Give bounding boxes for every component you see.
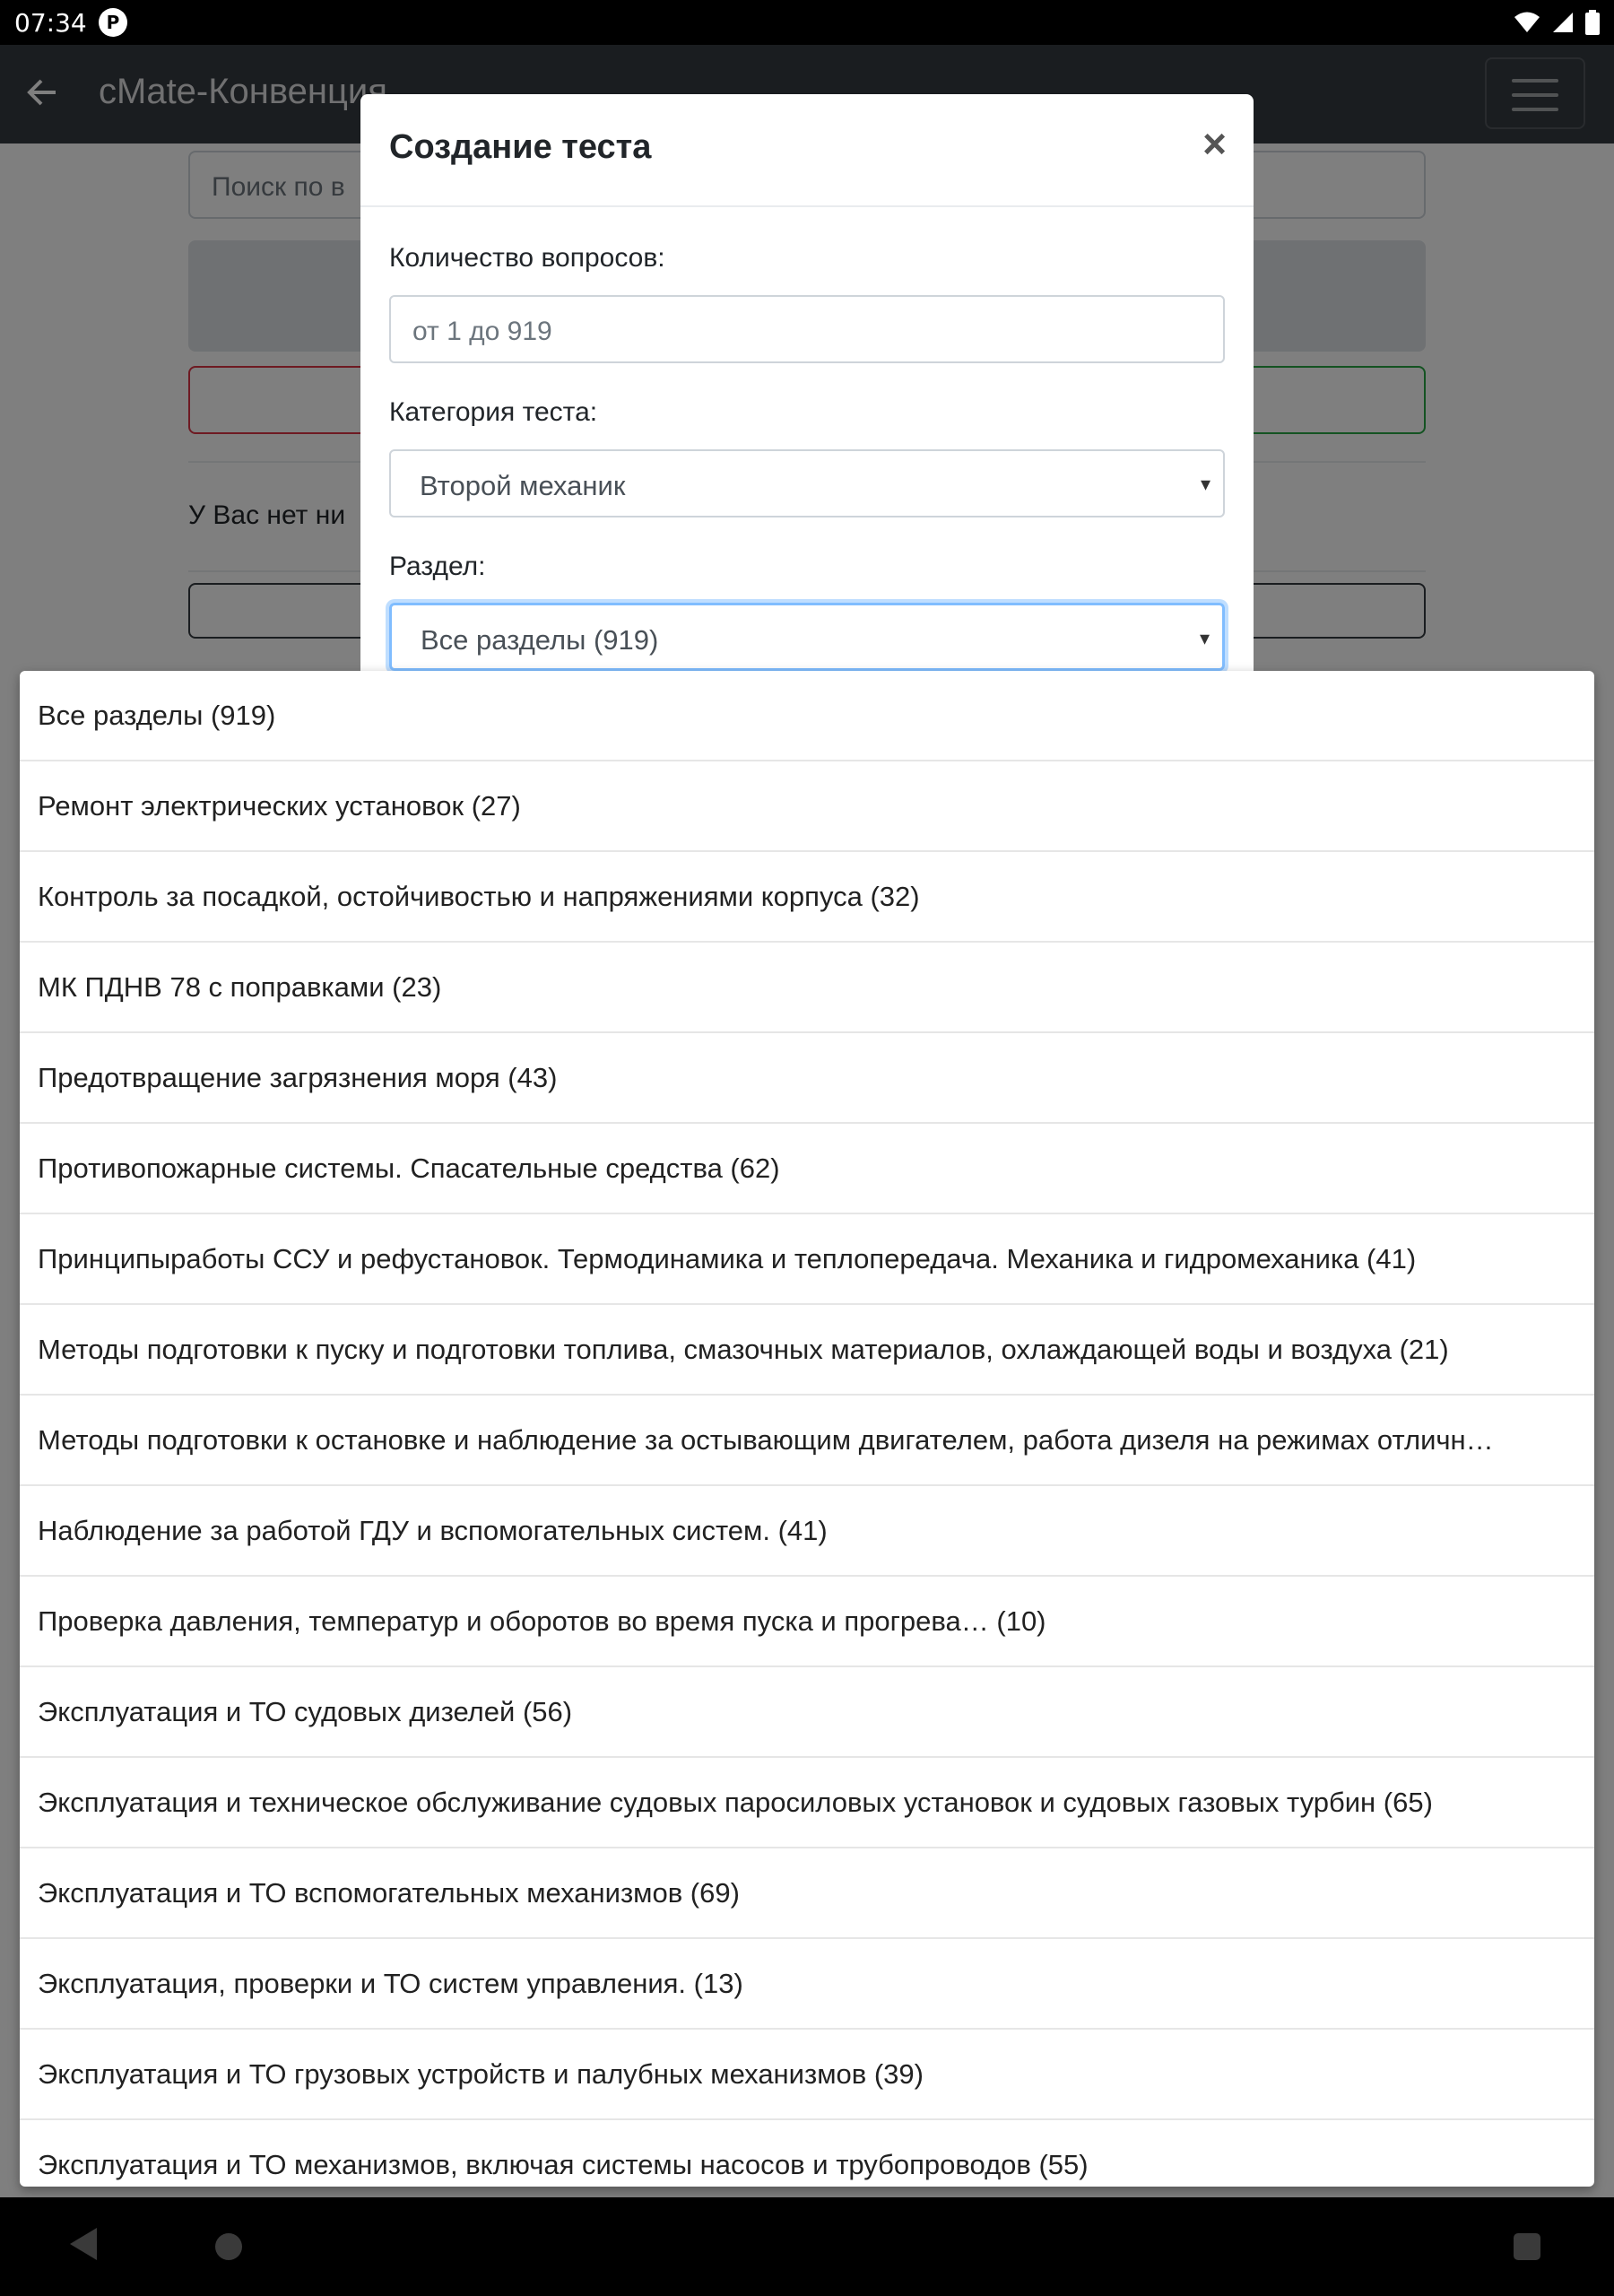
dropdown-option[interactable]: Наблюдение за работой ГДУ и вспомогательных систем. (41) <box>20 1486 1594 1577</box>
dropdown-option[interactable]: Эксплуатация и ТО грузовых устройств и палубных механизмов (39) <box>20 2030 1594 2120</box>
status-bar <box>0 0 1614 45</box>
category-label: Категория теста: <box>389 397 598 427</box>
chevron-down-icon: ▾ <box>1199 627 1210 649</box>
nav-recents-icon[interactable] <box>1514 2233 1540 2260</box>
section-select[interactable] <box>389 603 1225 671</box>
questions-count-input[interactable]: от 1 до 919 <box>389 295 1225 363</box>
dropdown-option[interactable]: Эксплуатация и ТО судовых дизелей (56) <box>20 1667 1594 1758</box>
dropdown-option[interactable]: Все разделы (919) <box>20 671 1594 761</box>
dropdown-option[interactable]: Эксплуатация и ТО механизмов, включая системы насосов и трубопроводов (55) <box>20 2120 1594 2187</box>
modal-title: Создание теста <box>389 128 652 166</box>
battery-icon <box>1585 10 1600 35</box>
questions-count-label: Количество вопросов: <box>389 243 665 273</box>
chevron-down-icon: ▾ <box>1200 473 1210 495</box>
dropdown-option[interactable]: Методы подготовки к пуску и подготовки топлива, смазочных материалов, охлаждающей воды и воздуха (21) <box>20 1305 1594 1396</box>
dropdown-option[interactable]: Методы подготовки к остановке и наблюдение за остывающим двигателем, работа дизеля на режимах отличн… <box>20 1396 1594 1486</box>
create-test-modal <box>360 94 1254 686</box>
nav-back-icon[interactable] <box>70 2228 97 2260</box>
notification-app-icon: P <box>99 8 127 37</box>
dropdown-option[interactable]: Эксплуатация и ТО вспомогательных механизмов (69) <box>20 1848 1594 1939</box>
dropdown-option[interactable]: Контроль за посадкой, остойчивостью и напряжениями корпуса (32) <box>20 852 1594 943</box>
dropdown-option[interactable]: Эксплуатация и техническое обслуживание судовых паросиловых установок и судовых газовых турбин (65) <box>20 1758 1594 1848</box>
dropdown-option[interactable]: Противопожарные системы. Спасательные средства (62) <box>20 1124 1594 1214</box>
dropdown-option[interactable]: Принципыработы ССУ и рефустановок. Термодинамика и теплопередача. Механика и гидромеханика (41) <box>20 1214 1594 1305</box>
close-icon[interactable]: × <box>1202 120 1227 167</box>
status-time: 07:34 <box>14 8 87 38</box>
dropdown-option[interactable]: Ремонт электрических установок (27) <box>20 761 1594 852</box>
dropdown-option[interactable]: Эксплуатация, проверки и ТО систем управления. (13) <box>20 1939 1594 2030</box>
cell-signal-icon <box>1551 11 1575 34</box>
wifi-icon <box>1514 11 1540 34</box>
dropdown-option[interactable]: Проверка давления, температур и оборотов во время пуска и прогрева… (10) <box>20 1577 1594 1667</box>
section-label: Раздел: <box>389 552 486 581</box>
section-dropdown-list[interactable] <box>20 671 1594 2187</box>
modal-header <box>360 94 1254 207</box>
system-nav-bar <box>0 2197 1614 2296</box>
nav-home-icon[interactable] <box>215 2233 242 2260</box>
dropdown-option[interactable]: Предотвращение загрязнения моря (43) <box>20 1033 1594 1124</box>
section-select-value: Все разделы (919) <box>421 624 659 656</box>
status-icons <box>1514 9 1600 36</box>
category-select[interactable] <box>389 449 1225 517</box>
category-select-value: Второй механик <box>420 470 626 501</box>
dropdown-option[interactable]: МК ПДНВ 78 с поправками (23) <box>20 943 1594 1033</box>
